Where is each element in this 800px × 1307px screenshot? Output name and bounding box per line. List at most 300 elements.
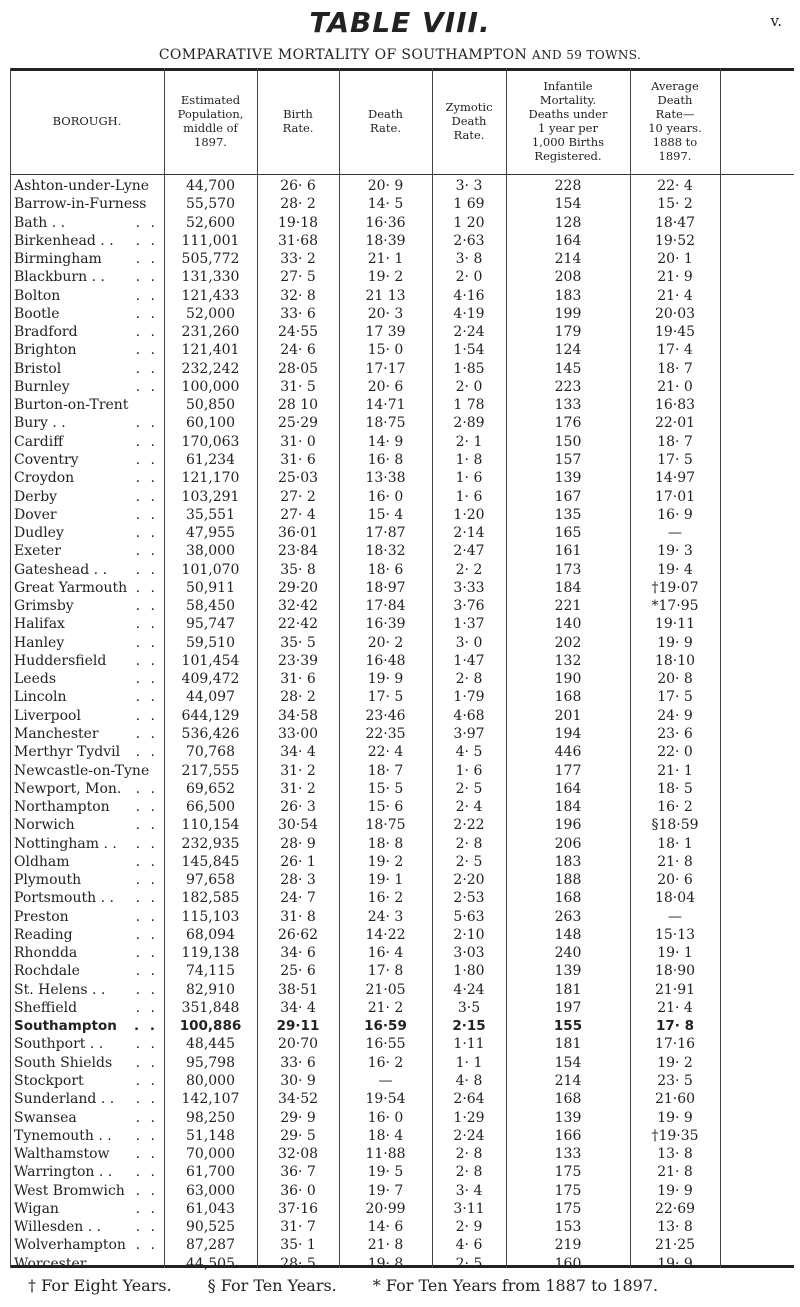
death-rate-cell: 19· 7 <box>367 1182 404 1199</box>
death-rate-cell: 17· 8 <box>367 963 404 980</box>
zymotic-rate-cell: 4· 6 <box>455 1237 483 1254</box>
birth-rate-cell: 34· 6 <box>280 945 316 962</box>
death-rate-cell: 18· 8 <box>367 835 404 852</box>
population-cell: 100,000 <box>181 378 240 395</box>
population-cell: 82,910 <box>186 981 235 998</box>
population-cell: 101,454 <box>181 652 240 669</box>
borough-name: Grimsby <box>14 598 74 615</box>
average-death-rate-cell: — <box>668 525 682 542</box>
borough-cell <box>10 305 164 323</box>
zymotic-rate-cell: 1 69 <box>453 196 485 213</box>
birth-rate-cell: 28 10 <box>277 397 319 414</box>
average-death-rate-cell: 22·01 <box>654 415 696 432</box>
infantile-mortality-cell: 157 <box>554 451 582 468</box>
population-cell: 58,450 <box>186 598 235 615</box>
population-cell: 182,585 <box>181 890 240 907</box>
population-cell: 90,525 <box>186 1219 235 1236</box>
death-rate-cell: 16· 0 <box>367 1109 404 1126</box>
population-cell: 95,747 <box>186 616 235 633</box>
death-rate-cell: 14·22 <box>365 926 406 943</box>
borough-cell <box>10 542 164 560</box>
death-rate-cell: 14· 6 <box>367 1219 404 1236</box>
zymotic-rate-cell: 2·14 <box>453 525 485 542</box>
death-rate-cell: 19· 2 <box>367 853 404 870</box>
leader-dots: . . <box>135 945 158 962</box>
table-row <box>10 908 794 926</box>
borough-name: Sheffield <box>14 999 78 1016</box>
infantile-mortality-cell: 201 <box>554 707 582 724</box>
borough-cell <box>10 561 164 579</box>
infantile-mortality-cell: 168 <box>554 1091 582 1108</box>
leader-dots: . . <box>135 1164 158 1181</box>
borough-name: Tynemouth . . <box>14 1127 112 1144</box>
borough-name: Swansea <box>14 1109 77 1126</box>
leader-dots: . . <box>135 1182 158 1199</box>
birth-rate-cell: 28· 3 <box>280 872 316 889</box>
leader-dots: . . <box>135 378 158 395</box>
infantile-mortality-cell: 145 <box>554 360 582 377</box>
zymotic-rate-cell: 1·47 <box>453 652 485 669</box>
death-rate-cell: 22· 4 <box>367 744 404 761</box>
zymotic-rate-cell: 2·24 <box>453 324 485 341</box>
zymotic-rate-cell: 2·63 <box>453 232 485 249</box>
borough-cell <box>10 1236 164 1254</box>
table-row-highlight <box>10 1017 794 1035</box>
leader-dots: . . <box>135 853 158 870</box>
birth-rate-cell: 27· 2 <box>280 488 316 505</box>
table-row <box>10 725 794 743</box>
birth-rate-cell: 34· 4 <box>280 744 316 761</box>
birth-rate-cell: 37·16 <box>277 1200 319 1217</box>
leader-dots: . . <box>134 1018 158 1035</box>
population-cell: 44,505 <box>186 1255 235 1272</box>
death-rate-cell: 24· 3 <box>367 908 404 925</box>
zymotic-rate-cell: 2·89 <box>453 415 485 432</box>
leader-dots: . . <box>135 1036 158 1053</box>
column-header-zymotic-rate: Zymotic Death Rate. <box>445 100 493 142</box>
death-rate-cell: 16·55 <box>365 1036 406 1053</box>
birth-rate-cell: 27· 4 <box>280 506 316 523</box>
population-cell: 63,000 <box>186 1182 235 1199</box>
leader-dots: . . <box>135 707 158 724</box>
zymotic-rate-cell: 1·37 <box>453 616 485 633</box>
death-rate-cell: 14·71 <box>365 397 406 414</box>
leader-dots: . . <box>135 671 158 688</box>
borough-cell <box>10 250 164 268</box>
average-death-rate-cell: 18· 7 <box>657 433 693 450</box>
infantile-mortality-cell: 183 <box>554 287 582 304</box>
borough-cell <box>10 688 164 706</box>
death-rate-cell: 13·38 <box>365 470 406 487</box>
death-rate-cell: 15· 0 <box>367 342 404 359</box>
table-row <box>10 1109 794 1127</box>
zymotic-rate-cell: 4·68 <box>453 707 485 724</box>
infantile-mortality-cell: 150 <box>554 433 582 450</box>
leader-dots: . . <box>135 305 158 322</box>
borough-name: Leeds <box>14 671 57 688</box>
birth-rate-cell: 36·01 <box>277 525 319 542</box>
infantile-mortality-cell: 188 <box>554 872 582 889</box>
birth-rate-cell: 33· 6 <box>280 305 316 322</box>
population-cell: 121,401 <box>181 342 240 359</box>
leader-dots: . . <box>135 1146 158 1163</box>
birth-rate-cell: 19·18 <box>277 214 319 231</box>
infantile-mortality-cell: 175 <box>554 1182 582 1199</box>
zymotic-rate-cell: 2·20 <box>453 872 485 889</box>
borough-name: Merthyr Tydvil <box>14 744 121 761</box>
population-cell: 100,886 <box>179 1018 242 1035</box>
leader-dots: . . <box>135 415 158 432</box>
population-cell: 38,000 <box>186 543 235 560</box>
borough-name: Wigan <box>14 1200 59 1217</box>
birth-rate-cell: 30· 9 <box>280 1073 316 1090</box>
borough-cell <box>10 396 164 414</box>
table-row <box>10 962 794 980</box>
death-rate-cell: 20· 2 <box>367 634 404 651</box>
population-cell: 74,115 <box>186 963 235 980</box>
birth-rate-cell: 23·39 <box>277 652 319 669</box>
borough-cell <box>10 981 164 999</box>
zymotic-rate-cell: 4·19 <box>453 305 485 322</box>
birth-rate-cell: 26· 6 <box>280 178 316 194</box>
average-death-rate-cell: 21· 4 <box>657 999 693 1016</box>
zymotic-rate-cell: 2·53 <box>453 890 485 907</box>
population-cell: 68,094 <box>186 926 235 943</box>
borough-cell <box>10 762 164 780</box>
infantile-mortality-cell: 139 <box>554 963 582 980</box>
birth-rate-cell: 22·42 <box>277 616 319 633</box>
table-row <box>10 780 794 798</box>
average-death-rate-cell: 17· 4 <box>657 342 693 359</box>
zymotic-rate-cell: 2·24 <box>453 1127 485 1144</box>
zymotic-rate-cell: 1· 8 <box>455 451 483 468</box>
borough-name: Warrington . . <box>14 1164 113 1181</box>
infantile-mortality-cell: 240 <box>554 945 582 962</box>
borough-name: Burton-on-Trent <box>14 397 129 414</box>
borough-cell <box>10 506 164 524</box>
infantile-mortality-cell: 228 <box>554 178 582 194</box>
table-row <box>10 451 794 469</box>
borough-name: Portsmouth . . <box>14 890 114 907</box>
infantile-mortality-cell: 219 <box>554 1237 582 1254</box>
average-death-rate-cell: 21· 8 <box>657 853 693 870</box>
zymotic-rate-cell: 1·11 <box>453 1036 485 1053</box>
borough-name: Bolton <box>14 287 61 304</box>
birth-rate-cell: 29·20 <box>277 579 319 596</box>
zymotic-rate-cell: 1·20 <box>453 506 485 523</box>
table-row <box>10 1200 794 1218</box>
zymotic-rate-cell: 4·16 <box>453 287 485 304</box>
infantile-mortality-cell: 128 <box>554 214 582 231</box>
table-row <box>10 195 794 213</box>
birth-rate-cell: 33· 6 <box>280 1054 316 1071</box>
borough-name: Croydon <box>14 470 75 487</box>
borough-name: Birmingham <box>14 251 102 268</box>
zymotic-rate-cell: 2· 8 <box>455 1164 483 1181</box>
death-rate-cell: 21· 1 <box>367 251 404 268</box>
borough-name: Gateshead . . <box>14 561 108 578</box>
table-row <box>10 1182 794 1200</box>
death-rate-cell: 18·97 <box>365 579 406 596</box>
death-rate-cell: 20· 9 <box>367 178 404 194</box>
birth-rate-cell: 29· 5 <box>280 1127 316 1144</box>
borough-cell <box>10 524 164 542</box>
footnote: † For Eight Years. <box>28 1276 172 1295</box>
population-cell: 505,772 <box>181 251 240 268</box>
infantile-mortality-cell: 263 <box>554 908 582 925</box>
table-row <box>10 1145 794 1163</box>
footnote: § For Ten Years. <box>207 1276 337 1295</box>
zymotic-rate-cell: 2· 4 <box>455 799 483 816</box>
borough-name: Birkenhead . . <box>14 232 114 249</box>
average-death-rate-cell: 17· 8 <box>655 1018 694 1035</box>
birth-rate-cell: 36· 7 <box>280 1164 316 1181</box>
leader-dots: . . <box>135 214 158 231</box>
zymotic-rate-cell: 1·29 <box>453 1109 485 1126</box>
borough-cell <box>10 853 164 871</box>
leader-dots: . . <box>135 780 158 797</box>
infantile-mortality-cell: 155 <box>553 1018 583 1035</box>
infantile-mortality-cell: 184 <box>554 799 582 816</box>
death-rate-cell: 21· 2 <box>367 999 404 1016</box>
birth-rate-cell: 31· 6 <box>280 671 316 688</box>
birth-rate-cell: 30·54 <box>277 817 319 834</box>
borough-cell <box>10 214 164 232</box>
average-death-rate-cell: 21· 0 <box>657 378 693 395</box>
table-row <box>10 999 794 1017</box>
average-death-rate-cell: 19· 4 <box>657 561 693 578</box>
zymotic-rate-cell: 1 20 <box>453 214 485 231</box>
table-row <box>10 1236 794 1254</box>
average-death-rate-cell: †19·07 <box>651 579 699 596</box>
leader-dots: . . <box>135 360 158 377</box>
borough-cell <box>10 579 164 597</box>
leader-dots: . . <box>135 287 158 304</box>
population-cell: 50,850 <box>186 397 235 414</box>
table-row <box>10 378 794 396</box>
average-death-rate-cell: 16· 9 <box>657 506 693 523</box>
death-rate-cell: 17· 5 <box>367 689 404 706</box>
birth-rate-cell: 34·58 <box>277 707 319 724</box>
death-rate-cell: 16·59 <box>364 1018 407 1035</box>
death-rate-cell: 19· 5 <box>367 1164 404 1181</box>
borough-cell <box>10 725 164 743</box>
infantile-mortality-cell: 168 <box>554 890 582 907</box>
header-rule <box>10 174 794 175</box>
birth-rate-cell: 26·62 <box>277 926 319 943</box>
borough-cell <box>10 341 164 359</box>
borough-cell <box>10 670 164 688</box>
table-row <box>10 305 794 323</box>
death-rate-cell: 17·87 <box>365 525 406 542</box>
borough-cell <box>10 743 164 761</box>
birth-rate-cell: 34·52 <box>277 1091 319 1108</box>
table-row <box>10 1163 794 1181</box>
leader-dots: . . <box>135 616 158 633</box>
leader-dots: . . <box>135 926 158 943</box>
table-row <box>10 652 794 670</box>
borough-cell <box>10 469 164 487</box>
birth-rate-cell: 34· 4 <box>280 999 316 1016</box>
average-death-rate-cell: 17·01 <box>654 488 696 505</box>
table-row <box>10 816 794 834</box>
borough-name: Dudley <box>14 525 64 542</box>
population-cell: 351,848 <box>181 999 240 1016</box>
borough-name: Worcester . . <box>14 1255 105 1272</box>
population-cell: 87,287 <box>186 1237 235 1254</box>
death-rate-cell: 20· 6 <box>367 378 404 395</box>
population-cell: 142,107 <box>181 1091 240 1108</box>
zymotic-rate-cell: 3·5 <box>457 999 481 1016</box>
infantile-mortality-cell: 221 <box>554 598 582 615</box>
death-rate-cell: 21 13 <box>365 287 406 304</box>
birth-rate-cell: 36· 0 <box>280 1182 316 1199</box>
leader-dots: . . <box>135 1237 158 1254</box>
borough-cell <box>10 889 164 907</box>
table-row <box>10 250 794 268</box>
borough-cell <box>10 597 164 615</box>
table-row <box>10 634 794 652</box>
population-cell: 121,170 <box>181 470 240 487</box>
population-cell: 69,652 <box>186 780 235 797</box>
average-death-rate-cell: †19·35 <box>651 1127 699 1144</box>
zymotic-rate-cell: 2· 9 <box>455 1219 483 1236</box>
borough-name: Burnley <box>14 378 70 395</box>
column-header-death-rate: Death Rate. <box>368 107 403 135</box>
table-row <box>10 469 794 487</box>
mortality-table <box>10 68 794 1272</box>
birth-rate-cell: 35· 1 <box>280 1237 316 1254</box>
population-cell: 217,555 <box>181 762 240 779</box>
death-rate-cell: 18· 6 <box>367 561 404 578</box>
borough-name: Reading <box>14 926 73 943</box>
birth-rate-cell: 24·55 <box>277 324 319 341</box>
birth-rate-cell: 25· 6 <box>280 963 316 980</box>
population-cell: 52,600 <box>186 214 235 231</box>
borough-name: Rochdale <box>14 963 80 980</box>
borough-cell <box>10 268 164 286</box>
birth-rate-cell: 29·11 <box>276 1018 320 1035</box>
leader-dots: . . <box>135 1255 158 1272</box>
birth-rate-cell: 31· 2 <box>280 762 316 779</box>
borough-cell <box>10 1035 164 1053</box>
infantile-mortality-cell: 160 <box>554 1255 582 1272</box>
infantile-mortality-cell: 166 <box>554 1127 582 1144</box>
death-rate-cell: 16· 2 <box>367 890 404 907</box>
population-cell: 95,798 <box>186 1054 235 1071</box>
death-rate-cell: 16· 0 <box>367 488 404 505</box>
birth-rate-cell: 28· 2 <box>280 689 316 706</box>
borough-name: Liverpool <box>14 707 81 724</box>
infantile-mortality-cell: 135 <box>554 506 582 523</box>
average-death-rate-cell: 19· 2 <box>657 1054 693 1071</box>
subtitle-tail: AND 59 TOWNS. <box>532 48 642 62</box>
borough-name: Walthamstow <box>14 1146 110 1163</box>
borough-cell <box>10 1218 164 1236</box>
borough-name: Bristol <box>14 360 62 377</box>
table-row <box>10 268 794 286</box>
page-number: v. <box>770 12 782 30</box>
column-header-borough: BOROUGH. <box>52 114 122 128</box>
borough-name: Stockport <box>14 1073 84 1090</box>
table-subtitle <box>0 47 800 63</box>
borough-cell <box>10 926 164 944</box>
zymotic-rate-cell: 1· 6 <box>455 762 483 779</box>
infantile-mortality-cell: 139 <box>554 1109 582 1126</box>
borough-cell <box>10 488 164 506</box>
infantile-mortality-cell: 179 <box>554 324 582 341</box>
leader-dots: . . <box>135 1200 158 1217</box>
population-cell: 80,000 <box>186 1073 235 1090</box>
table-label: TABLE VIII. <box>309 6 491 39</box>
leader-dots: . . <box>135 251 158 268</box>
average-death-rate-cell: 17· 5 <box>657 689 693 706</box>
average-death-rate-cell: 21·25 <box>654 1237 696 1254</box>
borough-cell <box>10 871 164 889</box>
table-row <box>10 1054 794 1072</box>
table-row <box>10 670 794 688</box>
borough-cell <box>10 378 164 396</box>
zymotic-rate-cell: 1· 1 <box>455 1054 483 1071</box>
population-cell: 131,330 <box>181 269 240 286</box>
death-rate-cell: 16· 4 <box>367 945 404 962</box>
borough-name: Newport, Mon. <box>14 780 122 797</box>
leader-dots: . . <box>135 872 158 889</box>
borough-name: Bury . . <box>14 415 66 432</box>
borough-name: Northampton <box>14 799 110 816</box>
zymotic-rate-cell: 4·24 <box>453 981 485 998</box>
borough-cell <box>10 1090 164 1108</box>
death-rate-cell: 15· 5 <box>367 780 404 797</box>
average-death-rate-cell: 20·03 <box>654 305 696 322</box>
leader-dots: . . <box>135 269 158 286</box>
table-row <box>10 743 794 761</box>
borough-name: Wolverhampton <box>14 1237 126 1254</box>
zymotic-rate-cell: 1·85 <box>453 360 485 377</box>
infantile-mortality-cell: 154 <box>554 1054 582 1071</box>
birth-rate-cell: 32·42 <box>277 598 319 615</box>
leader-dots: . . <box>135 981 158 998</box>
borough-cell <box>10 1109 164 1127</box>
leader-dots: . . <box>135 890 158 907</box>
borough-name: Sunderland . . <box>14 1091 115 1108</box>
zymotic-rate-cell: 1· 6 <box>455 488 483 505</box>
death-rate-cell: 16· 2 <box>367 1054 404 1071</box>
population-cell: 103,291 <box>181 488 240 505</box>
infantile-mortality-cell: 164 <box>554 780 582 797</box>
infantile-mortality-cell: 175 <box>554 1200 582 1217</box>
population-cell: 55,570 <box>186 196 235 213</box>
average-death-rate-cell: 18·90 <box>654 963 696 980</box>
birth-rate-cell: 25·29 <box>277 415 319 432</box>
death-rate-cell: 17·17 <box>365 360 406 377</box>
infantile-mortality-cell: 202 <box>554 634 582 651</box>
borough-name: Huddersfield <box>14 652 107 669</box>
zymotic-rate-cell: 1· 6 <box>455 470 483 487</box>
death-rate-cell: 18·39 <box>365 232 406 249</box>
borough-cell <box>10 195 164 213</box>
population-cell: 170,063 <box>181 433 240 450</box>
average-death-rate-cell: 20· 6 <box>657 872 693 889</box>
death-rate-cell: 22·35 <box>365 725 406 742</box>
borough-cell <box>10 652 164 670</box>
birth-rate-cell: 31· 5 <box>280 378 316 395</box>
leader-dots: . . <box>135 488 158 505</box>
average-death-rate-cell: 17·16 <box>654 1036 696 1053</box>
borough-cell <box>10 360 164 378</box>
borough-cell <box>10 414 164 432</box>
population-cell: 110,154 <box>181 817 240 834</box>
